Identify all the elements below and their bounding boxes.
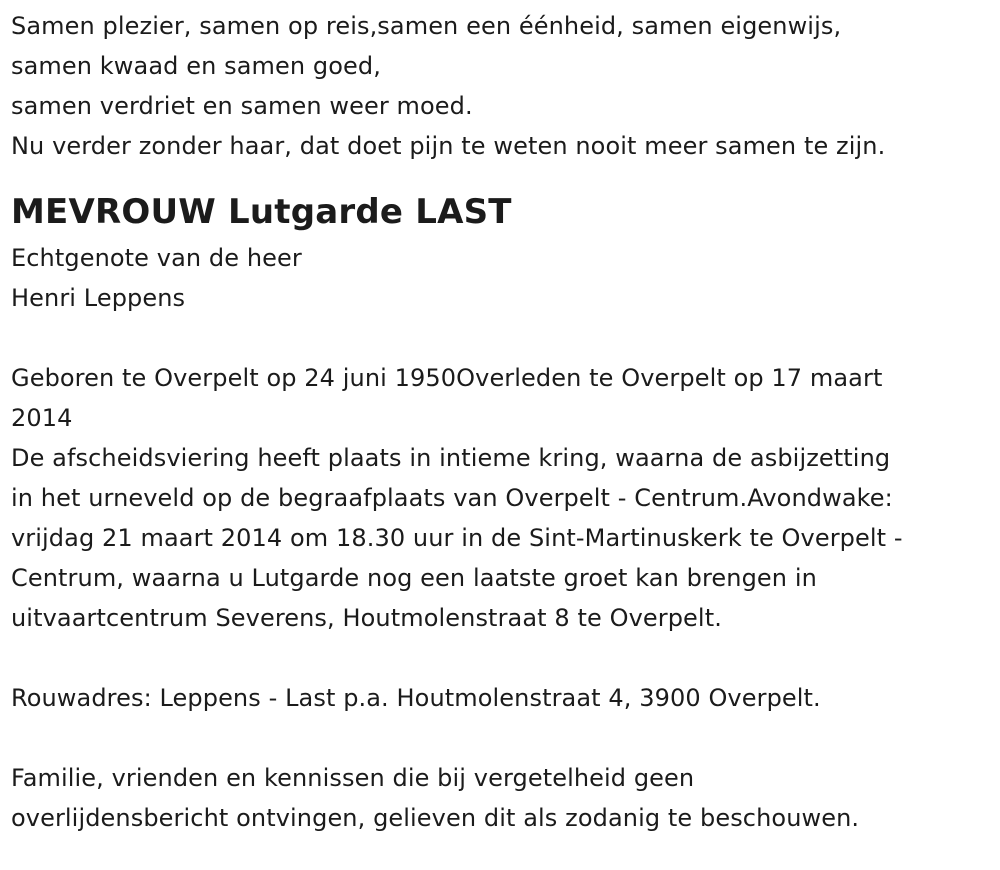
closing-line: Familie, vrienden en kennissen die bij vergetelheid geen	[11, 764, 695, 792]
spacer	[11, 638, 991, 678]
ceremony-line: uitvaartcentrum Severens, Houtmolenstraat 8 te Overpelt.	[11, 604, 722, 632]
spacer	[11, 166, 991, 186]
poem-line: Nu verder zonder haar, dat doet pijn te weten nooit meer samen te zijn.	[11, 132, 886, 160]
ceremony-line: Centrum, waarna u Lutgarde nog een laatste groet kan brengen in	[11, 564, 817, 592]
poem-line: Samen plezier, samen op reis,samen een éénheid, samen eigenwijs,	[11, 12, 842, 40]
closing-note	[11, 758, 991, 838]
ceremony-line: in het urneveld op de begraafplaats van Overpelt - Centrum.Avondwake:	[11, 484, 893, 512]
spouse-name: Henri Leppens	[11, 284, 186, 312]
death-notice	[11, 6, 991, 838]
dates-line: Geboren te Overpelt op 24 juni 1950Overleden te Overpelt op 17 maart	[11, 364, 883, 392]
deceased-name: MEVROUW Lutgarde LAST	[11, 192, 512, 232]
poem-line: samen verdriet en samen weer moed.	[11, 92, 473, 120]
dates-line: 2014	[11, 404, 73, 432]
dates	[11, 358, 991, 438]
spacer	[11, 318, 991, 358]
poem-line: samen kwaad en samen goed,	[11, 52, 381, 80]
spacer	[11, 718, 991, 758]
mourning-address: Rouwadres: Leppens - Last p.a. Houtmolenstraat 4, 3900 Overpelt.	[11, 684, 821, 712]
spouse-line: Echtgenote van de heer	[11, 244, 302, 272]
poem	[11, 6, 991, 166]
closing-line: overlijdensbericht ontvingen, gelieven dit als zodanig te beschouwen.	[11, 804, 860, 832]
ceremony-line: De afscheidsviering heeft plaats in intieme kring, waarna de asbijzetting	[11, 444, 891, 472]
ceremony-info	[11, 438, 991, 638]
ceremony-line: vrijdag 21 maart 2014 om 18.30 uur in de Sint-Martinuskerk te Overpelt -	[11, 524, 903, 552]
